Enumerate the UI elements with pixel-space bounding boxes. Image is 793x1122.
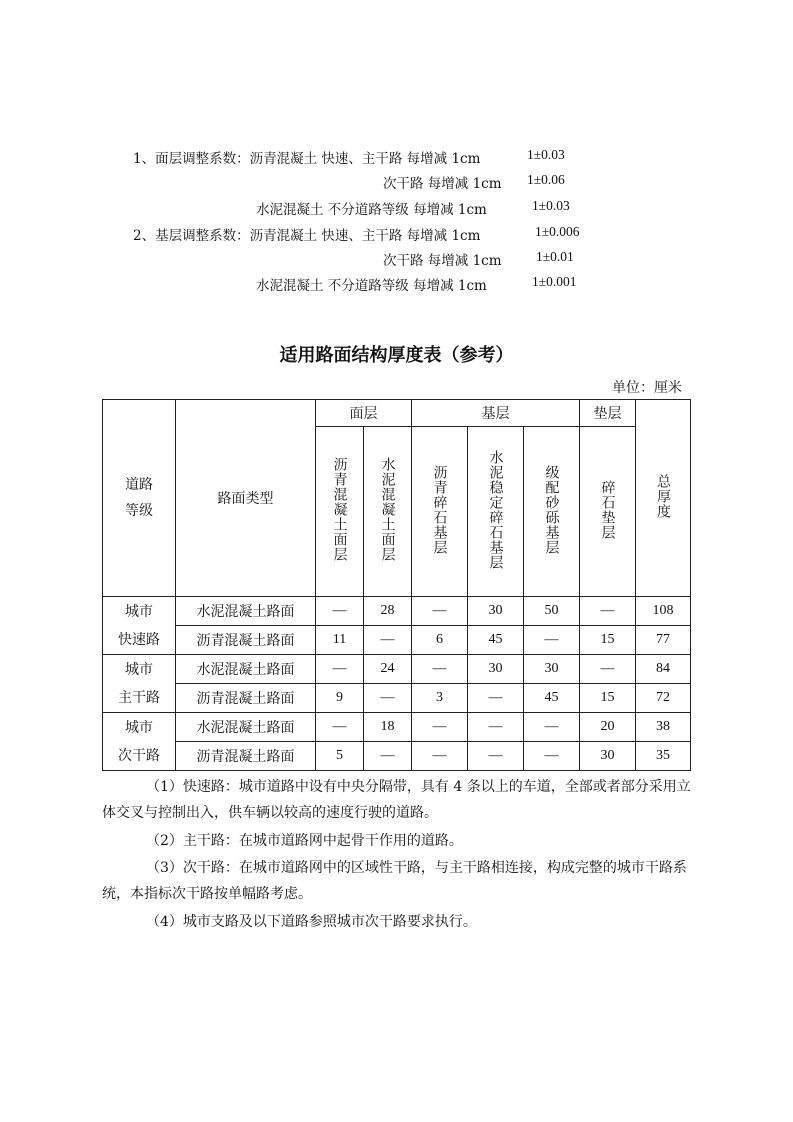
header-base: 基层 (412, 400, 580, 427)
road-grade-cell (103, 713, 176, 771)
note-1: （1）快速路：城市道路中设有中央分隔带，具有 4 条以上的车道，全部或者部分采用立体交叉与控制出入，供车辆以较高的速度行驶的道路。 (102, 779, 691, 821)
thickness-cell: 20 (580, 713, 636, 742)
road-grade-line-1: 城市 (125, 603, 153, 620)
header-total: 总厚度 (636, 400, 691, 597)
surface-adj-line-1: 1、面层调整系数：沥青混凝土 快速、主干路 每增减 1cm (133, 151, 481, 167)
thickness-cell: 28 (364, 597, 412, 626)
road-grade-cell (103, 655, 176, 713)
thickness-cell: — (412, 655, 468, 684)
base-adj-line-1: 2、基层调整系数：沥青混凝土 快速、主干路 每增减 1cm (133, 228, 481, 244)
thickness-cell: 30 (524, 655, 580, 684)
header-cushion: 垫层 (580, 400, 636, 427)
surface-adj-value-3: 1±0.03 (532, 198, 570, 213)
header-col-1: 沥青混凝土面层 (316, 427, 364, 597)
surface-adj-line-2: 次干路 每增减 1cm (383, 176, 502, 192)
thickness-cell: — (412, 742, 468, 771)
header-col-2: 水泥混凝土面层 (364, 427, 412, 597)
thickness-cell: 5 (316, 742, 364, 771)
thickness-cell: 50 (524, 597, 580, 626)
thickness-cell: 72 (636, 684, 691, 713)
thickness-cell: 45 (524, 684, 580, 713)
thickness-cell: — (580, 597, 636, 626)
header-col-5: 级配砂砾基层 (524, 427, 580, 597)
table-row (103, 626, 691, 655)
pavement-type-cell: 沥青混凝土路面 (176, 626, 316, 655)
table-row (103, 597, 691, 626)
thickness-cell: 18 (364, 713, 412, 742)
thickness-cell: 30 (580, 742, 636, 771)
thickness-cell: 9 (316, 684, 364, 713)
thickness-cell: 108 (636, 597, 691, 626)
note-3: （3）次干路：在城市道路网中的区域性干路，与主干路相连接，构成完整的城市干路系统，本指标次干路按单幅路考虑。 (102, 860, 687, 902)
table-title: 适用路面结构厚度表（参考） (279, 345, 514, 366)
header-road-grade: 道路等级 (103, 400, 176, 597)
thickness-cell: 11 (316, 626, 364, 655)
thickness-cell: 6 (412, 626, 468, 655)
header-pavement-type: 路面类型 (176, 400, 316, 597)
unit-label: 单位：厘米 (612, 380, 682, 396)
road-grade-line-2: 次干路 (118, 747, 160, 764)
thickness-cell: — (316, 597, 364, 626)
pavement-type-cell: 沥青混凝土路面 (176, 684, 316, 713)
table-row (103, 742, 691, 771)
base-adj-value-1: 1±0.006 (535, 224, 580, 239)
header-col-6: 碎石垫层 (580, 427, 636, 597)
table-row (103, 655, 691, 684)
thickness-cell: — (524, 742, 580, 771)
thickness-cell: — (468, 742, 524, 771)
thickness-cell: — (364, 684, 412, 713)
thickness-cell: — (524, 713, 580, 742)
thickness-cell: 30 (468, 597, 524, 626)
road-grade-line-1: 城市 (125, 661, 153, 678)
surface-adj-line-3: 水泥混凝土 不分道路等级 每增减 1cm (256, 202, 487, 218)
thickness-cell: 15 (580, 684, 636, 713)
road-grade-line-2: 主干路 (118, 689, 160, 706)
surface-adj-value-1: 1±0.03 (527, 147, 565, 162)
thickness-cell: 38 (636, 713, 691, 742)
base-adj-line-2: 次干路 每增减 1cm (383, 253, 502, 269)
thickness-cell: 35 (636, 742, 691, 771)
table-row (103, 713, 691, 742)
road-grade-cell (103, 597, 176, 655)
pavement-type-cell: 水泥混凝土路面 (176, 597, 316, 626)
note-4: （4）城市支路及以下道路参照城市次干路要求执行。 (146, 914, 477, 930)
thickness-cell: — (412, 597, 468, 626)
thickness-cell: 77 (636, 626, 691, 655)
header-col-3: 沥青碎石基层 (412, 427, 468, 597)
thickness-cell: 30 (468, 655, 524, 684)
thickness-cell: 84 (636, 655, 691, 684)
thickness-cell: — (468, 684, 524, 713)
header-col-4: 水泥稳定碎石基层 (468, 427, 524, 597)
note-2: （2）主干路：在城市道路网中起骨干作用的道路。 (146, 833, 463, 849)
thickness-cell: — (412, 713, 468, 742)
pavement-type-cell: 水泥混凝土路面 (176, 655, 316, 684)
table-row (103, 684, 691, 713)
road-grade-line-2: 快速路 (118, 631, 160, 648)
pavement-type-cell: 水泥混凝土路面 (176, 713, 316, 742)
road-grade-line-1: 城市 (125, 719, 153, 736)
surface-adj-value-2: 1±0.06 (527, 172, 565, 187)
base-adj-line-3: 水泥混凝土 不分道路等级 每增减 1cm (256, 278, 487, 294)
thickness-cell: — (316, 655, 364, 684)
thickness-cell: — (364, 742, 412, 771)
thickness-cell: 45 (468, 626, 524, 655)
thickness-cell: — (524, 626, 580, 655)
thickness-cell: — (580, 655, 636, 684)
thickness-cell: 15 (580, 626, 636, 655)
thickness-cell: 3 (412, 684, 468, 713)
base-adj-value-2: 1±0.01 (536, 249, 574, 264)
pavement-type-cell: 沥青混凝土路面 (176, 742, 316, 771)
thickness-cell: 24 (364, 655, 412, 684)
thickness-cell: — (364, 626, 412, 655)
thickness-table (102, 399, 691, 771)
base-adj-value-3: 1±0.001 (532, 274, 577, 289)
header-surface: 面层 (316, 400, 412, 427)
thickness-cell: — (468, 713, 524, 742)
thickness-cell: — (316, 713, 364, 742)
